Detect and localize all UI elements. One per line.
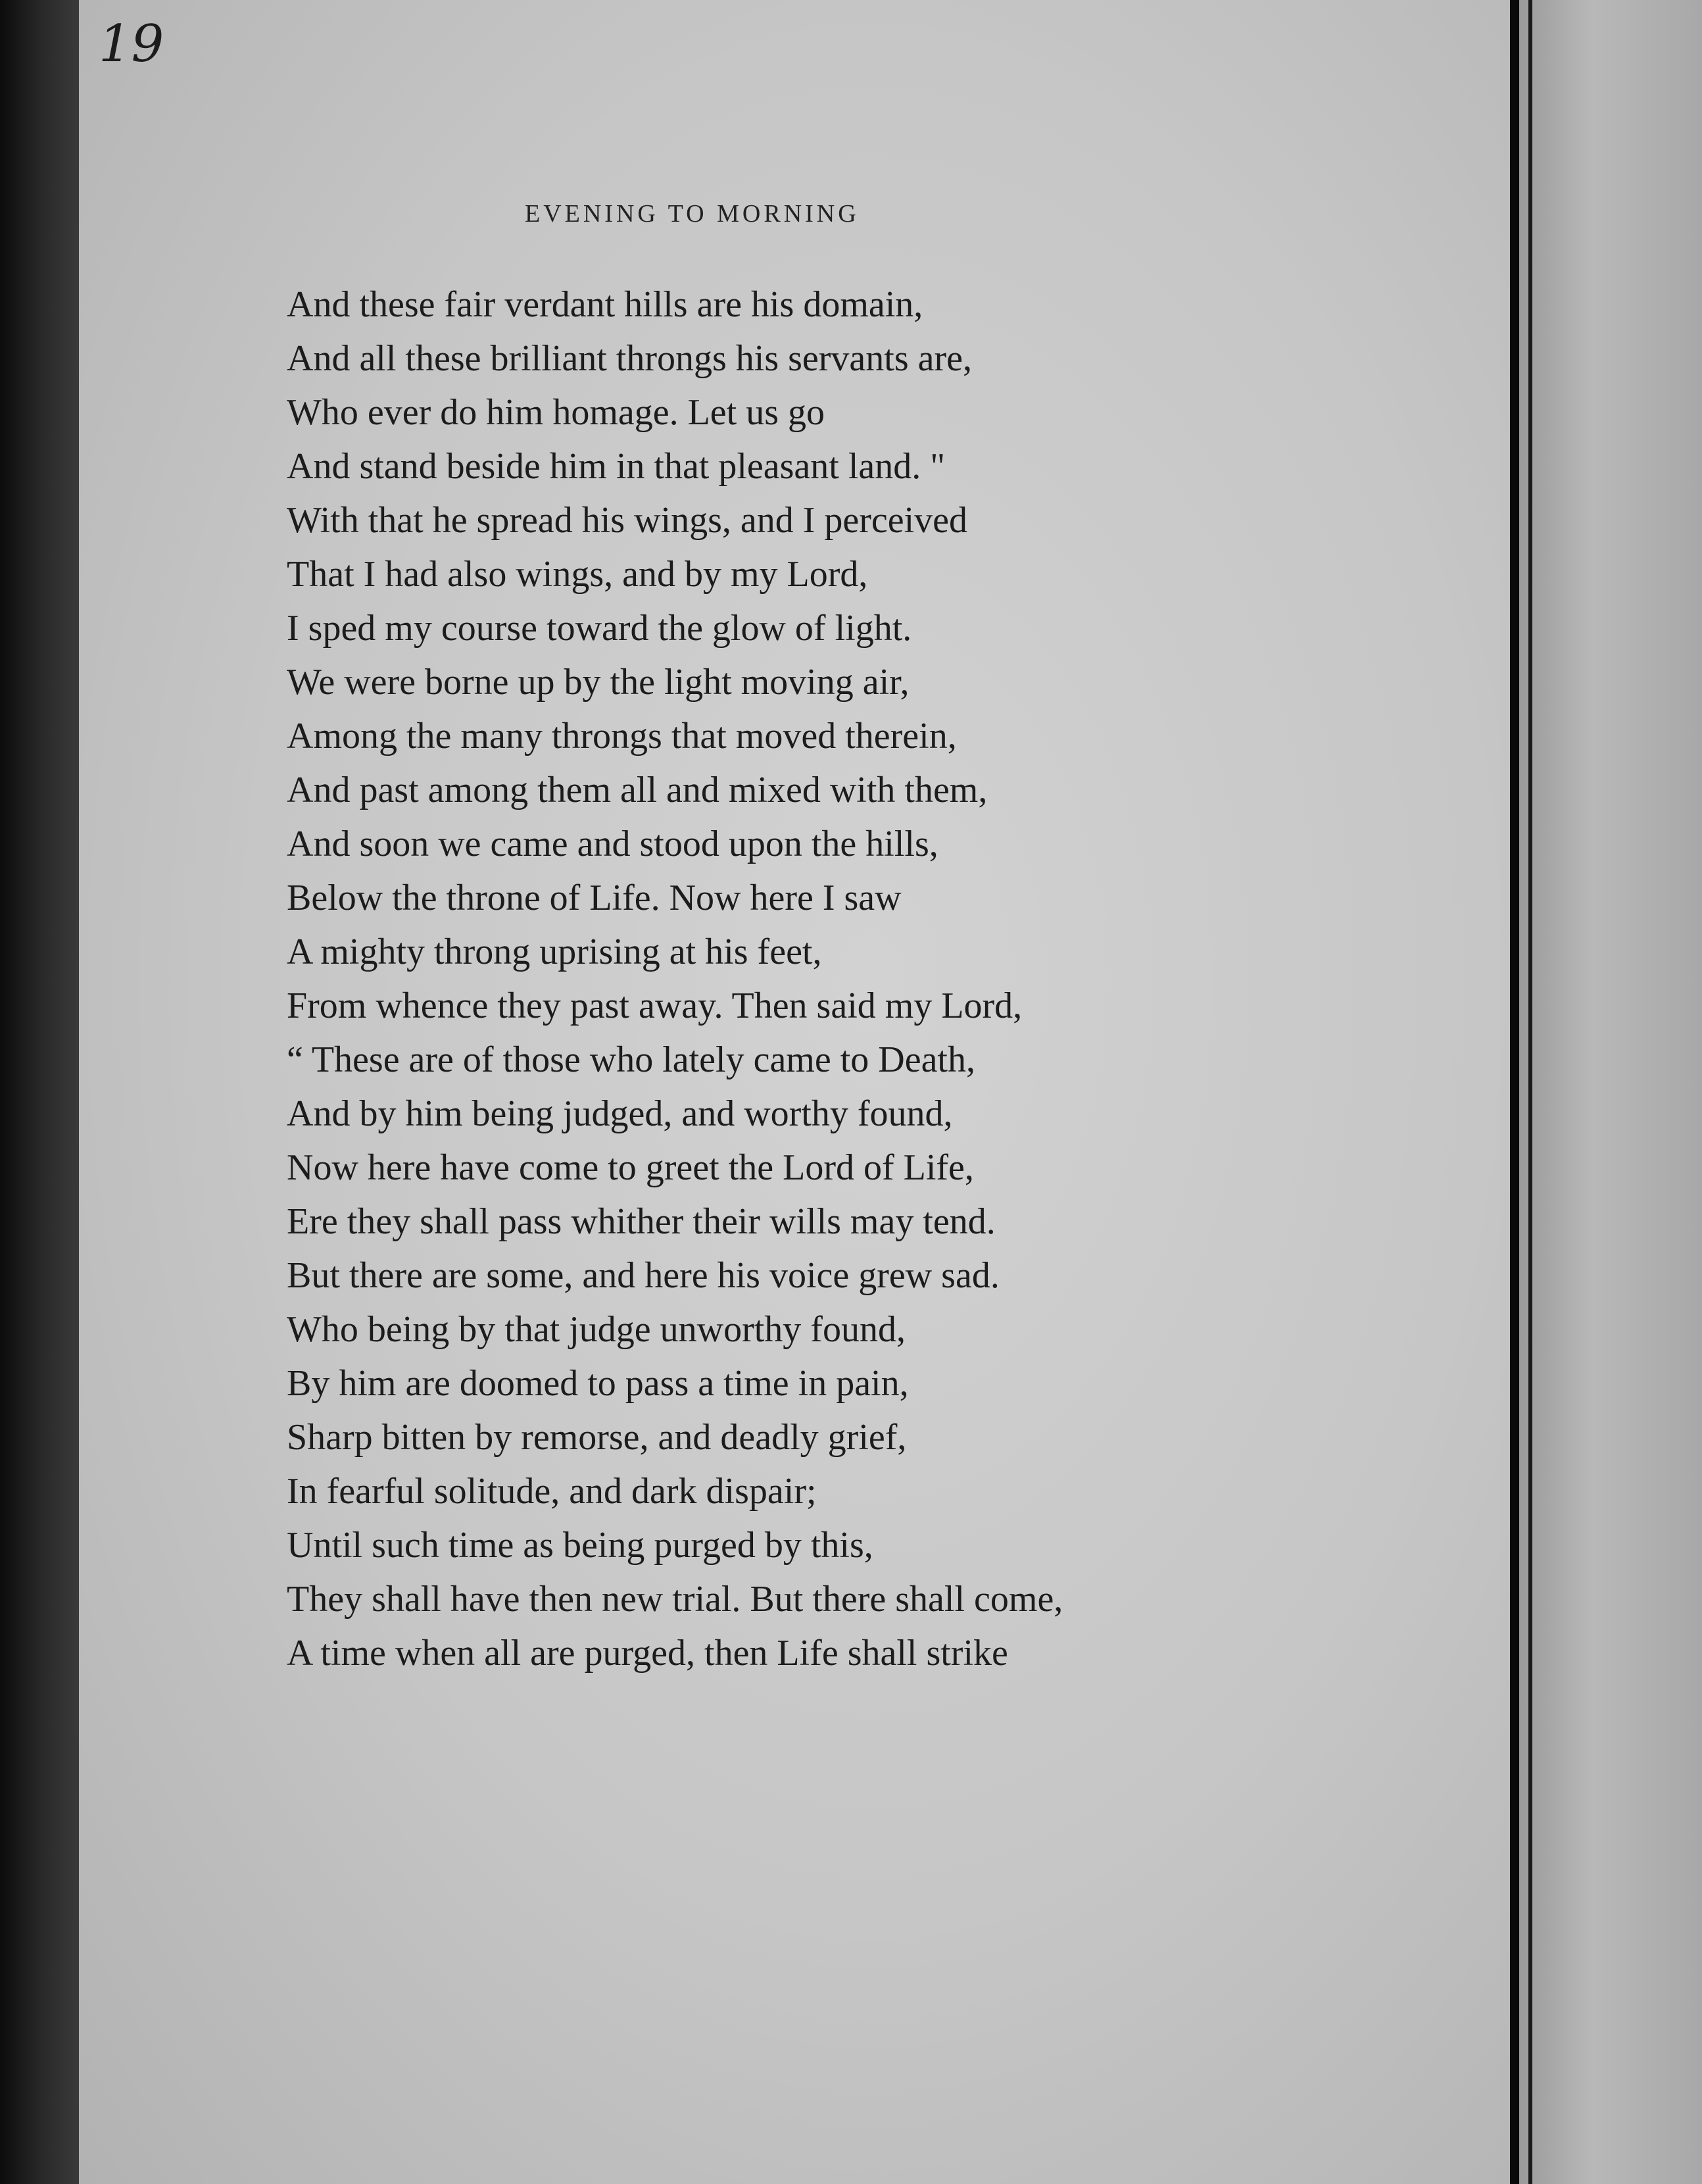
poem-line: With that he spread his wings, and I perceived	[287, 500, 967, 541]
adjacent-page-edge	[1528, 0, 1532, 2184]
poem-line: By him are doomed to pass a time in pain,	[287, 1363, 909, 1404]
poem-line: Until such time as being purged by this,	[287, 1525, 873, 1566]
adjacent-page	[1519, 0, 1702, 2184]
poem-line: In fearful solitude, and dark dispair;	[287, 1471, 817, 1512]
poem-line: They shall have then new trial. But there shall come,	[287, 1579, 1063, 1620]
poem-line: And soon we came and stood upon the hills,	[287, 824, 938, 864]
poem-line: And stand beside him in that pleasant land. "	[287, 446, 946, 487]
page-gutter-edge	[1510, 0, 1519, 2184]
poem-line: And these fair verdant hills are his domain,	[287, 284, 923, 325]
running-head: EVENING TO MORNING	[525, 200, 860, 228]
poem-line: Sharp bitten by remorse, and deadly grief,	[287, 1417, 907, 1458]
poem-line: And all these brilliant throngs his servants are,	[287, 338, 972, 379]
page-number: 19	[99, 14, 164, 74]
poem-line: Now here have come to greet the Lord of Life,	[287, 1147, 974, 1188]
poem-line: Who being by that judge unworthy found,	[287, 1309, 906, 1350]
poem-line: I sped my course toward the glow of light.	[287, 608, 912, 649]
poem-line: Ere they shall pass whither their wills may tend.	[287, 1201, 996, 1242]
poem-text	[287, 278, 1313, 1680]
poem-line: And past among them all and mixed with them,	[287, 770, 988, 810]
poem-line: From whence they past away. Then said my Lord,	[287, 985, 1023, 1026]
poem-line: A time when all are purged, then Life shall strike	[287, 1633, 1008, 1674]
poem-line: A mighty throng uprising at his feet,	[287, 931, 822, 972]
left-scan-margin	[0, 0, 79, 2184]
poem-line: That I had also wings, and by my Lord,	[287, 554, 868, 595]
poem-line: Among the many throngs that moved therein,	[287, 716, 957, 757]
poem-line: And by him being judged, and worthy found,	[287, 1093, 953, 1134]
poem-line: “ These are of those who lately came to Death,	[287, 1039, 975, 1080]
poem-line: Below the throne of Life. Now here I saw	[287, 878, 902, 918]
poem-line: But there are some, and here his voice grew sad.	[287, 1255, 1000, 1296]
poem-line: We were borne up by the light moving air,	[287, 662, 910, 703]
poem-line: Who ever do him homage. Let us go	[287, 392, 825, 433]
